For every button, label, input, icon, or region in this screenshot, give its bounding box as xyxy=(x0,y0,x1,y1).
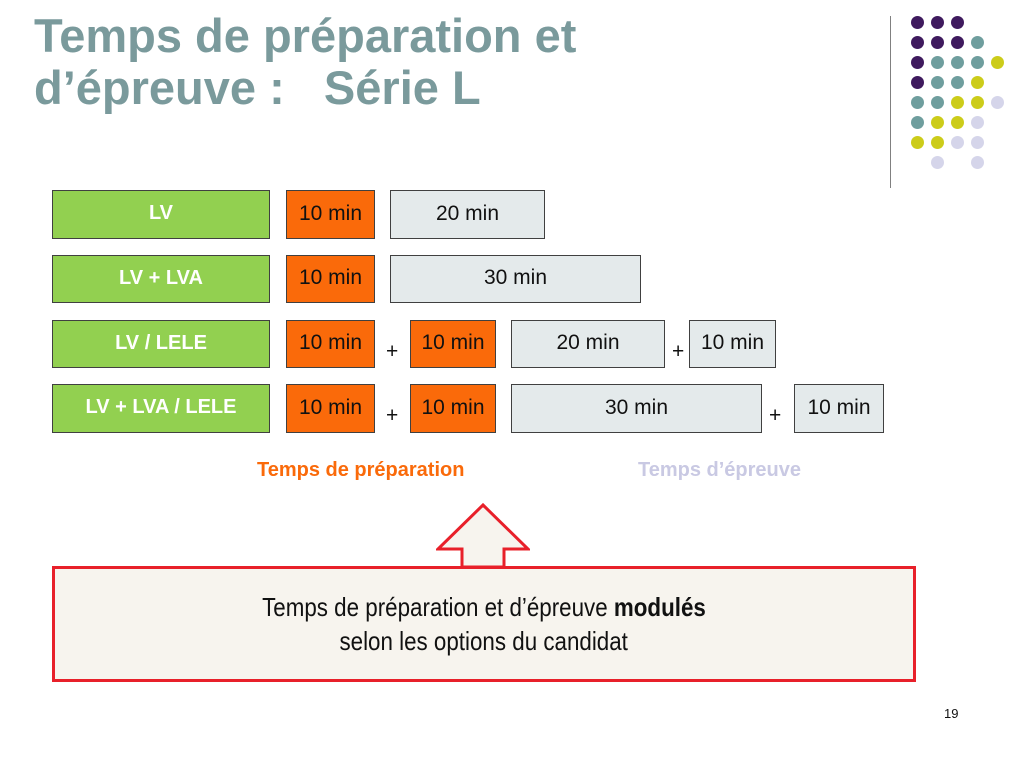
decorative-dot xyxy=(931,116,944,129)
up-arrow-icon xyxy=(436,503,530,569)
decorative-dot xyxy=(971,96,984,109)
epreuve-time-box: 20 min xyxy=(511,320,665,368)
slide-title-line-2: d’épreuve : Série L xyxy=(34,61,481,114)
decorative-dot xyxy=(991,96,1004,109)
lele-preparation-time-box: 10 min xyxy=(410,320,496,368)
lele-epreuve-time-box: 10 min xyxy=(689,320,776,368)
decorative-dot xyxy=(911,96,924,109)
decorative-dot xyxy=(971,116,984,129)
decorative-dot xyxy=(971,156,984,169)
epreuve-time-box: 30 min xyxy=(390,255,641,303)
decorative-dot xyxy=(911,116,924,129)
decorative-dot xyxy=(931,136,944,149)
lele-epreuve-time-box: 10 min xyxy=(794,384,884,433)
decorative-dot xyxy=(911,76,924,89)
decorative-dot xyxy=(951,16,964,29)
preparation-time-box: 10 min xyxy=(286,320,375,368)
decorative-dot xyxy=(911,16,924,29)
decorative-dot xyxy=(991,56,1004,69)
callout-text: Temps de préparation et d’épreuve xyxy=(262,592,614,622)
decorative-dot xyxy=(931,56,944,69)
page-number: 19 xyxy=(944,706,959,721)
decorative-dot xyxy=(951,96,964,109)
decorative-dot xyxy=(951,36,964,49)
decorative-dot xyxy=(971,36,984,49)
option-lv: LV xyxy=(52,190,270,239)
decorative-dot xyxy=(971,56,984,69)
decorative-dot xyxy=(971,136,984,149)
plus-sign: + xyxy=(386,404,399,427)
decorative-dot xyxy=(911,56,924,69)
decorative-dot xyxy=(951,136,964,149)
callout-line-2: selon les options du candidat xyxy=(339,626,629,656)
decorative-dot xyxy=(951,56,964,69)
legend-preparation: Temps de préparation xyxy=(257,459,465,481)
legend-epreuve: Temps d’épreuve xyxy=(638,459,802,481)
decorative-dot xyxy=(951,76,964,89)
slide-title-line-1: Temps de préparation et xyxy=(34,9,577,62)
decorative-dot xyxy=(931,36,944,49)
option-lv-lva: LV + LVA xyxy=(52,255,270,303)
callout-line-1 xyxy=(262,590,706,624)
decorative-dot xyxy=(931,96,944,109)
plus-sign: + xyxy=(769,404,782,427)
slide-title xyxy=(34,10,854,114)
summary-callout xyxy=(52,566,916,682)
option-lv-lva-lele: LV + LVA / LELE xyxy=(52,384,270,433)
plus-sign: + xyxy=(672,340,685,363)
decorative-dot xyxy=(931,16,944,29)
decorative-dot xyxy=(931,76,944,89)
epreuve-time-box: 20 min xyxy=(390,190,545,239)
decorative-dot xyxy=(911,36,924,49)
preparation-time-box: 10 min xyxy=(286,384,375,433)
lele-preparation-time-box: 10 min xyxy=(410,384,496,433)
decorative-dot xyxy=(951,116,964,129)
callout-emphasis: modulés xyxy=(613,592,706,622)
preparation-time-box: 10 min xyxy=(286,190,375,239)
title-divider xyxy=(890,16,891,188)
decorative-dot xyxy=(971,76,984,89)
option-lv-lele: LV / LELE xyxy=(52,320,270,368)
plus-sign: + xyxy=(386,340,399,363)
epreuve-time-box: 30 min xyxy=(511,384,762,433)
decorative-dot xyxy=(911,136,924,149)
decorative-dot xyxy=(931,156,944,169)
preparation-time-box: 10 min xyxy=(286,255,375,303)
